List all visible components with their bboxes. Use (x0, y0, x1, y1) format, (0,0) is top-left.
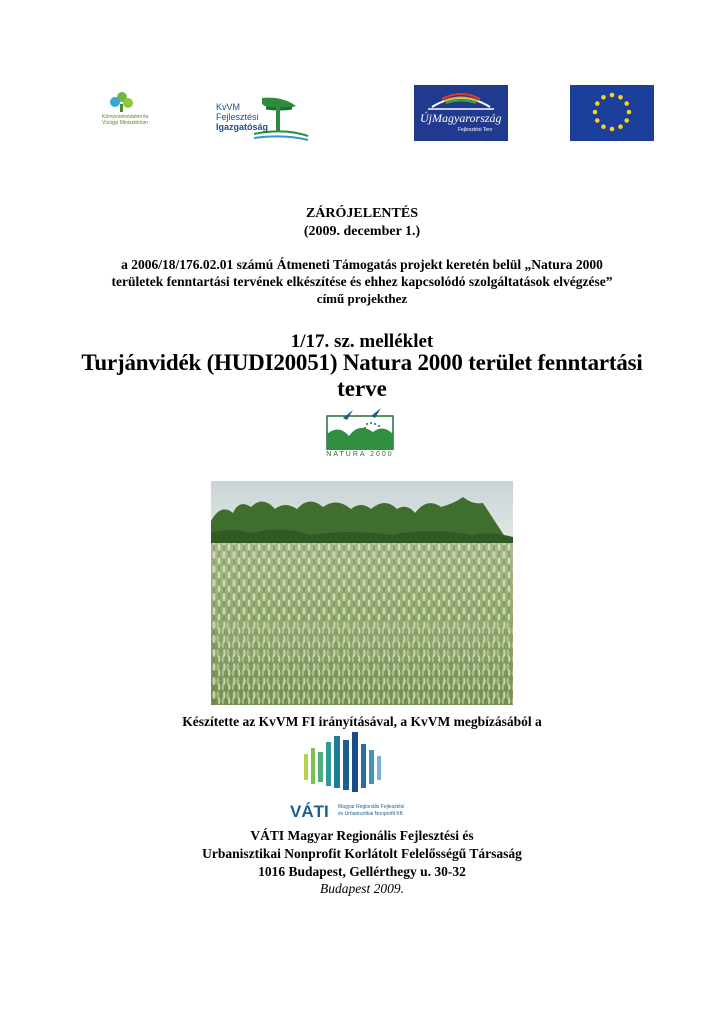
ministry-name: Környezetvédelmi és Vízügyi Minisztérium (102, 114, 149, 126)
uj-magyarorszag-logo (414, 85, 508, 141)
kvvm-text-2: Fejlesztési (216, 112, 259, 122)
annex-number: 1/17. sz. melléklet (290, 331, 434, 352)
eu-stars-icon (570, 85, 654, 141)
prepared-by: Készítette az KvVM FI irányításával, a KvVM megbízásából a (182, 714, 542, 729)
annex-title: Turjánvidék (HUDI20051) Natura 2000 terület fenntartási (81, 350, 643, 375)
intro-line-3: című projekthez (316, 291, 408, 306)
kvvm-text: KvVM (216, 102, 241, 112)
meadow-image (211, 481, 513, 705)
report-date: (2009. december 1.) (303, 224, 421, 239)
natura-text: NATURA 2000 (326, 451, 394, 458)
ministry-logo (102, 90, 166, 140)
kvvm-fi-logo (214, 94, 310, 144)
annex-title-cont: terve (337, 376, 387, 401)
vati-bars-icon (294, 730, 454, 800)
meadow-photo (211, 481, 513, 705)
umft-text: ÚjMagyarország (420, 111, 502, 125)
vati-logo (290, 730, 454, 826)
org-address: 1016 Budapest, Gellérthegy u. 30-32 (258, 864, 466, 879)
vati-subtitle: Magyar Regionális Fejlesztési (338, 804, 405, 810)
intro-line-2: területek fenntartási tervének elkészítése és ehhez kapcsolódó szolgáltatások elvégzése” (111, 274, 613, 289)
birds-icon (325, 404, 395, 450)
place-year: Budapest 2009. (320, 881, 404, 896)
vati-name: VÁTI (290, 802, 329, 821)
umft-subtext: Fejlesztési Terv (458, 127, 493, 133)
report-title: ZÁRÓJELENTÉS (305, 206, 419, 221)
natura-2000-logo (325, 404, 395, 462)
intro-line-1: a 2006/18/176.02.01 számú Átmeneti Támogatás projekt keretén belül „Natura 2000 (121, 257, 603, 272)
kvvm-text-3: Igazgatóság (216, 122, 269, 132)
org-name-1: VÁTI Magyar Regionális Fejlesztési és (250, 828, 474, 843)
eu-flag (570, 85, 654, 141)
vati-subtitle-2: és Urbanisztikai Nonprofit Kft. (338, 811, 404, 817)
org-name-2: Urbanisztikai Nonprofit Korlátolt Felelősségű Társaság (202, 846, 522, 861)
